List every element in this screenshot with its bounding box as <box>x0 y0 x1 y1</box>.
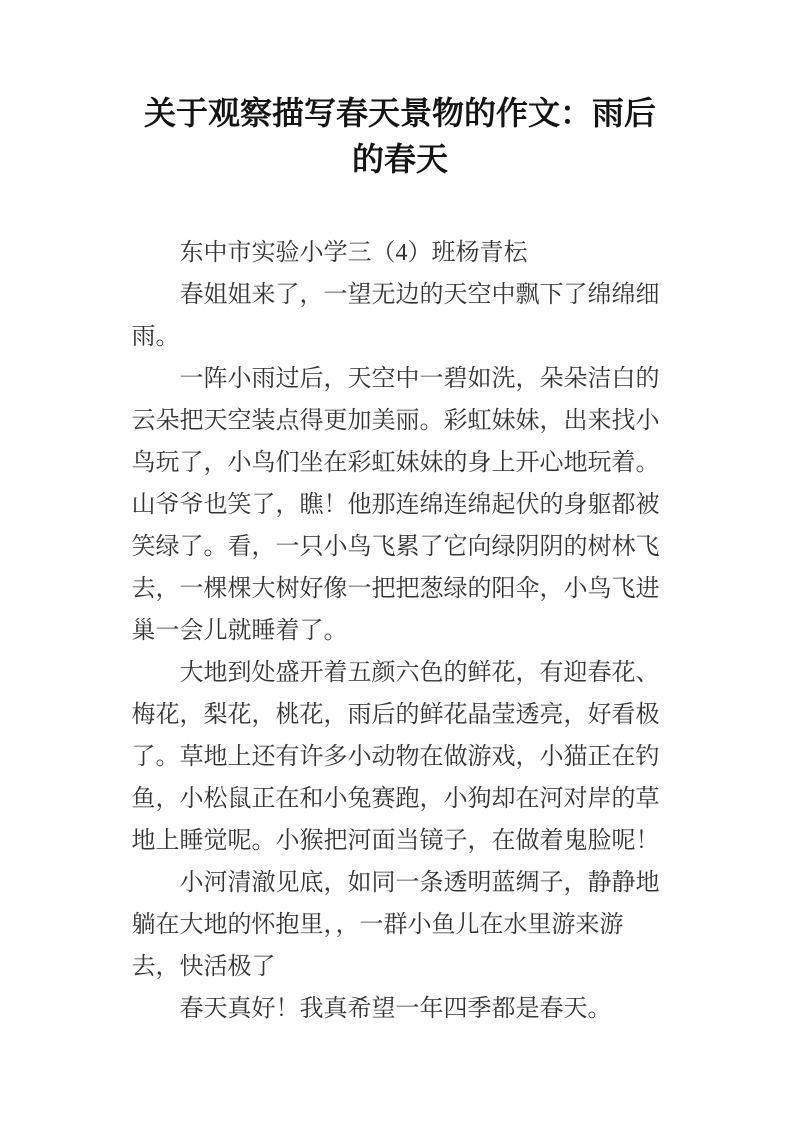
essay-body <box>132 274 669 1030</box>
essay-paragraph: 春天真好！我真希望一年四季都是春天。 <box>179 996 612 1022</box>
essay-paragraph: 大地到处盛开着五颜六色的鲜花，有迎春花、梅花，梨花，桃花，雨后的鲜花晶莹透亮，好看极了。草地上还有许多小动物在做游戏，小猫正在钓鱼，小松鼠正在和小兔赛跑，小狗却在河对岸的草地上睡觉呢。小猴把河面当镜子，在做着鬼脸呢！ <box>131 660 660 854</box>
essay-paragraph: 小河清澈见底，如同一条透明蓝绸子，静静地躺在大地的怀抱里，，一群小鱼儿在水里游来游去，快活极了 <box>131 870 660 980</box>
essay-paragraph: 一阵小雨过后，天空中一碧如洗，朵朵洁白的云朵把天空装点得更加美丽。彩虹妹妹，出来找小鸟玩了，小鸟们坐在彩虹妹妹的身上开心地玩着。山爷爷也笑了，瞧！他那连绵连绵起伏的身躯都被笑绿了。看，一只小鸟飞累了它向绿阴阴的树林飞去，一棵棵大树好像一把把葱绿的阳伞，小鸟飞进巢一会儿就睡着了。 <box>131 366 660 644</box>
essay-paragraph: 春姐姐来了，一望无边的天空中飘下了绵绵细雨。 <box>131 282 660 350</box>
essay-content <box>132 0 669 1030</box>
essay-title: 关于观察描写春天景物的作文：雨后的春天 <box>143 95 656 177</box>
author-line: 东中市实验小学三（4）班杨青枟 <box>179 240 528 266</box>
